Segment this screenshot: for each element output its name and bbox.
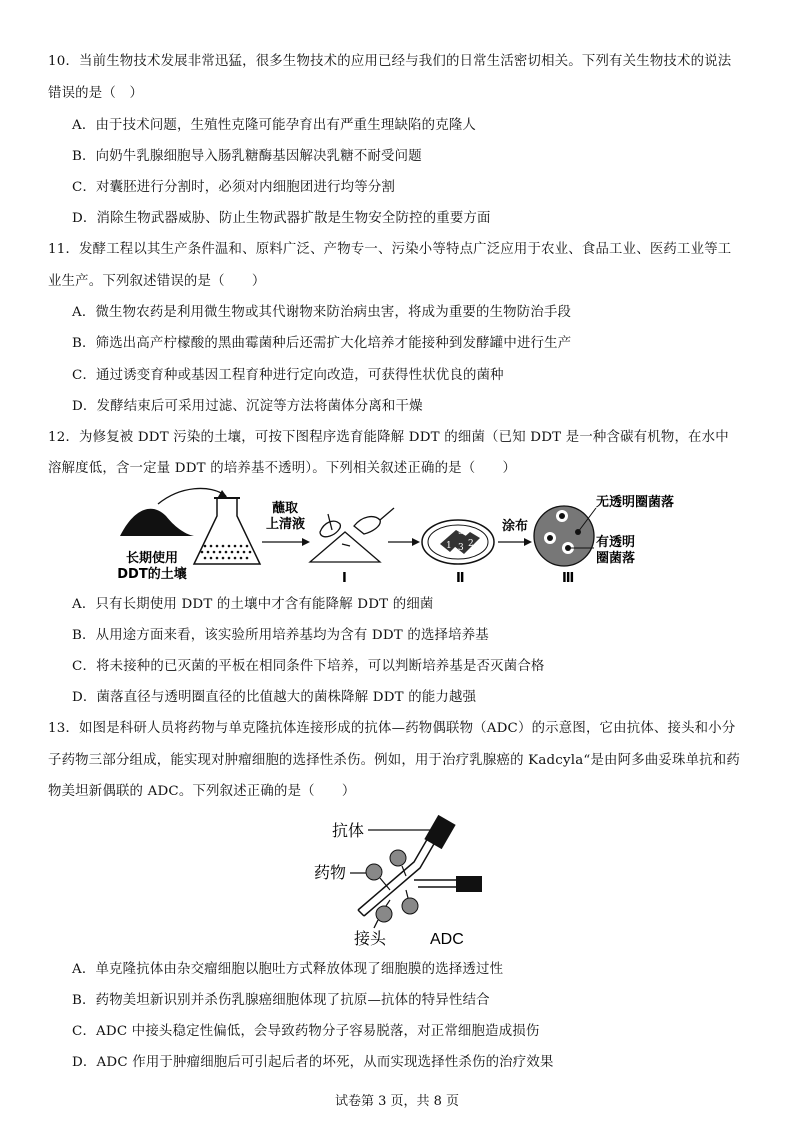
- spreading-hands-icon: [310, 508, 394, 562]
- soil-mound: [120, 509, 194, 536]
- q13-option-a: A．单克隆抗体由杂交瘤细胞以胞吐方式释放体现了细胞膜的选择透过性: [72, 962, 504, 977]
- stage-II-label: Ⅱ: [456, 571, 465, 586]
- dish-num-1: 1: [446, 541, 452, 551]
- halo-label-1: 有透明: [596, 535, 636, 550]
- q11-stem-line-2: 业生产。下列叙述错误的是（ ）: [48, 274, 266, 289]
- drug-label: 药物: [314, 863, 347, 882]
- q11-stem-line-1: 11．发酵工程以其生产条件温和、原料广泛、产物专一、污染小等特点广泛应用于农业、食品工业、医药工业等工: [48, 242, 732, 257]
- adc-label: ADC: [430, 931, 464, 948]
- q11-option-d: D．发酵结束后可采用过滤、沉淀等方法将菌体分离和干燥: [72, 399, 423, 414]
- q13-option-d: D．ADC 作用于肿瘤细胞后可引起后者的坏死，从而实现选择性杀伤的治疗效果: [72, 1055, 554, 1070]
- soil-label-2: DDT的土壤: [117, 567, 187, 582]
- q13-option-b: B．药物美坦新识别并杀伤乳腺癌细胞体现了抗原—抗体的特异性结合: [72, 993, 490, 1008]
- dish-num-4: 4: [440, 531, 446, 541]
- halo-label-2: 圈菌落: [596, 551, 636, 566]
- q10-stem-line-1: 10．当前生物技术发展非常迅猛，很多生物技术的应用已经与我们的日常生活密切相关。下列有关生物技术的说法: [48, 54, 732, 69]
- q10-stem-line-2: 错误的是（ ）: [48, 86, 144, 101]
- q12-option-b: B．从用途方面来看，该实验所用培养基均为含有 DDT 的选择培养基: [72, 628, 489, 643]
- soil-label-1: 长期使用: [125, 551, 179, 566]
- q12-stem-line-1: 12．为修复被 DDT 污染的土壤，可按下图程序选育能降解 DDT 的细菌（已知 DDT 是一种含碳有机物，在水中: [48, 430, 729, 445]
- dish-num-5: 5: [458, 527, 464, 537]
- petri-dish-icon: [422, 520, 494, 564]
- dish-num-2: 2: [468, 539, 474, 549]
- drug-balls: [366, 850, 418, 922]
- no-halo-label: 无透明圈菌落: [596, 495, 675, 510]
- q13-stem-line-1: 13．如图是科研人员将药物与单克隆抗体连接形成的抗体—药物偶联物（ADC）的示意图，它由抗体、接头和小分: [48, 721, 736, 736]
- stage-III-label: Ⅲ: [562, 571, 575, 586]
- q12-option-d: D．菌落直径与透明圈直径的比值越大的菌株降解 DDT 的能力越强: [72, 690, 477, 705]
- curve-arrow: [158, 488, 226, 504]
- q13-option-c: C．ADC 中接头稳定性偏低，会导致药物分子容易脱落，对正常细胞造成损伤: [72, 1024, 540, 1039]
- q12-stem-line-2: 溶解度低，含一定量 DDT 的培养基不透明）。下列相关叙述正确的是（ ）: [48, 461, 517, 476]
- q11-option-b: B．筛选出高产柠檬酸的黑曲霉菌种后还需扩大化培养才能接种到发酵罐中进行生产: [72, 336, 572, 351]
- antibody-label: 抗体: [332, 821, 365, 840]
- q10-option-d: D．消除生物武器威胁、防止生物武器扩散是生物安全防控的重要方面: [72, 211, 491, 226]
- step1-label-2: 上清液: [266, 517, 306, 532]
- q11-option-a: A．微生物农药是利用微生物或其代谢物来防治病虫害，将成为重要的生物防治手段: [72, 305, 572, 320]
- q11-option-c: C．通过诱变育种或基因工程育种进行定向改造，可获得性状优良的菌种: [72, 368, 504, 383]
- step1-label-1: 蘸取: [272, 501, 299, 516]
- colony-plate-icon: [534, 506, 596, 566]
- page-footer: 试卷第 3 页，共 8 页: [334, 1094, 460, 1109]
- linker-label: 接头: [354, 929, 387, 948]
- q10-option-c: C．对囊胚进行分割时，必须对内细胞团进行均等分割: [72, 180, 396, 195]
- q10-option-a: A．由于技术问题，生殖性克隆可能孕育出有严重生理缺陷的克隆人: [72, 118, 476, 133]
- stage-I-label: Ⅰ: [342, 571, 347, 586]
- q10-option-b: B．向奶牛乳腺细胞导入肠乳糖酶基因解决乳糖不耐受问题: [72, 149, 422, 164]
- q13-stem-line-2: 子药物三部分组成，能实现对肿瘤细胞的选择性杀伤。例如，用于治疗乳腺癌的 Kadcyla“是由阿多曲妥珠单抗和药: [48, 753, 740, 768]
- flask-icon: [194, 498, 260, 564]
- dish-num-3: 3: [458, 543, 464, 553]
- adc-diagram: [314, 810, 498, 950]
- step2-label: 涂布: [502, 519, 529, 534]
- q13-stem-line-3: 物美坦新偶联的 ADC。下列叙述正确的是（ ）: [48, 784, 356, 799]
- q12-option-c: C．将未接种的已灭菌的平板在相同条件下培养，可以判断培养基是否灭菌合格: [72, 659, 545, 674]
- q12-option-a: A．只有长期使用 DDT 的土壤中才含有能降解 DDT 的细菌: [72, 597, 434, 612]
- ddt-screening-diagram: [110, 486, 710, 592]
